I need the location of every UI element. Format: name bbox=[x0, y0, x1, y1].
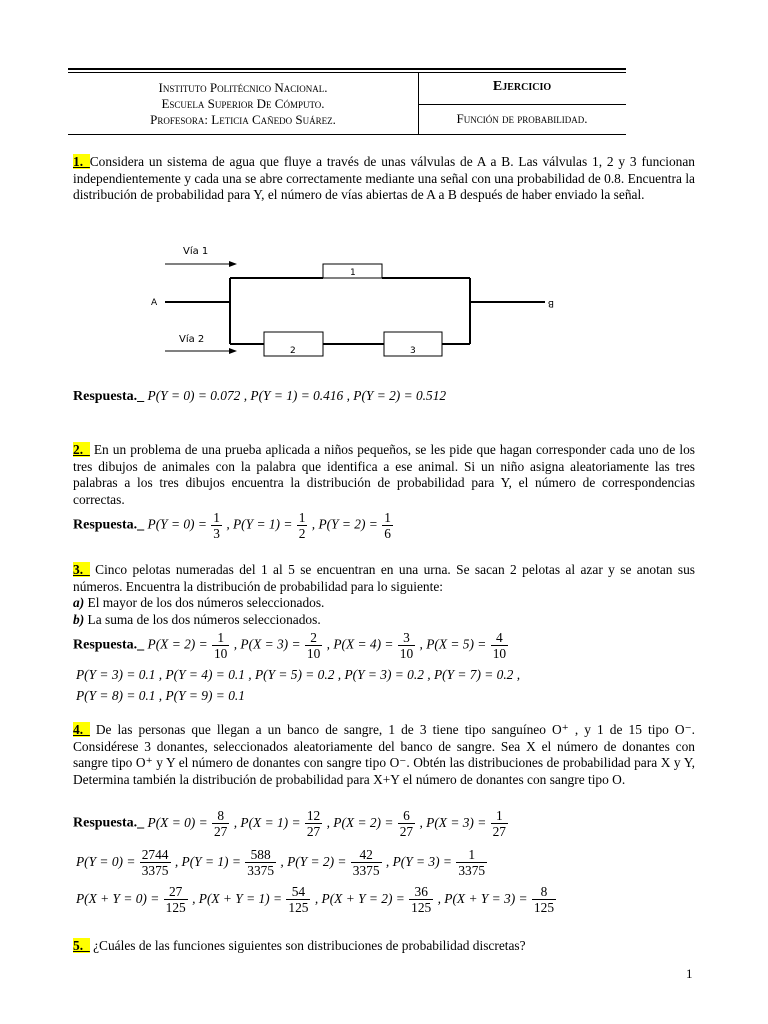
fraction: $\frac{3}{10}$ bbox=[399, 630, 414, 661]
valve-3-label: 3 bbox=[410, 346, 416, 356]
problem-4-text: De las personas que llegan a un banco de sangre, 1 de 3 tiene tipo sanguíneo O⁺ , y 1 de 15 tipo O⁻. Considérese 3 donantes, seleccionados aleatoriamente del banco de sangre. Sea X el número de donantes con sangre tipo O⁺ y Y el número de donantes con sangre tipo O⁻. Obtén las distribuciones de probabilidad para X y Y, Determina también la distribución de probabilidad para X+Y el número de donantes con sangre tipo O. bbox=[73, 722, 695, 787]
fraction: $\frac{6}{27}$ bbox=[399, 808, 414, 839]
answer-term: , P(X = 3) = bbox=[416, 814, 490, 830]
answer-term: , P(X = 4) = bbox=[326, 636, 394, 652]
fraction: $\frac{588}{3375}$ bbox=[247, 847, 275, 878]
diagram-b-label: B bbox=[547, 298, 554, 308]
answer-term: P(Y = 0) = bbox=[147, 516, 207, 532]
answer-term: , P(Y = 1) = bbox=[226, 516, 293, 532]
problem-2-text: En un problema de una prueba aplicada a niños pequeños, se les pide que hagan corresponder cada uno de los tres dibujos de animales con la palabra que identifica a ese animal. Si un niño asigna aleatoriamente las tres palabras a los tres dibujos encuentra la distribución de probabilidad para Y, el número de correspondencias correctas. bbox=[73, 442, 695, 507]
answer-term: P(X + Y = 0) = bbox=[76, 890, 163, 906]
fraction: $\frac{1}{3375}$ bbox=[458, 847, 486, 878]
problem-1-number: 1._ bbox=[73, 154, 90, 169]
header-rule-bottom bbox=[68, 134, 626, 135]
header-institution bbox=[68, 80, 418, 128]
fraction: $\frac{8}{125}$ bbox=[533, 884, 555, 915]
item-b-text: La suma de los dos números seleccionados. bbox=[87, 611, 321, 627]
problem-2 bbox=[73, 442, 695, 508]
answer-text: P(Y = 0) = 0.072 , P(Y = 1) = 0.416 , P(Y = 2) = 0.512 bbox=[147, 388, 447, 403]
valve-diagram bbox=[145, 238, 565, 363]
fraction: $\frac{27}{125}$ bbox=[165, 884, 186, 915]
answer-term: , P(X = 2) = bbox=[323, 814, 397, 830]
answer-term: , P(Y = 2) = bbox=[277, 853, 350, 869]
fraction: $\frac{1}{10}$ bbox=[213, 630, 228, 661]
answer-label: Respuesta._ bbox=[73, 517, 145, 533]
item-a-label: a) bbox=[73, 595, 85, 611]
fraction: $\frac{2}{10}$ bbox=[306, 630, 321, 661]
answer-label: Respuesta._ bbox=[73, 637, 145, 653]
answer-term: , P(X + Y = 3) = bbox=[434, 890, 531, 906]
answer-term: , P(Y = 2) = bbox=[311, 516, 378, 532]
professor-name: Profesora: Leticia Cañedo Suárez. bbox=[150, 112, 336, 127]
answer-term: , P(X = 3) = bbox=[233, 636, 301, 652]
problem-2-number: 2._ bbox=[73, 442, 90, 457]
diagram-via1-label: Vía 1 bbox=[183, 246, 209, 257]
diagram-via2-label: Vía 2 bbox=[179, 334, 205, 345]
header-right-divider bbox=[418, 104, 626, 105]
problem-3-number: 3._ bbox=[73, 562, 90, 577]
fraction: $\frac{1}{27}$ bbox=[492, 808, 506, 839]
institution-name: Instituto Politécnico Nacional. bbox=[158, 80, 328, 95]
fraction: $\frac{1}{3}$ bbox=[213, 510, 220, 541]
answer-term: , P(X = 5) = bbox=[419, 636, 487, 652]
fraction: $\frac{54}{125}$ bbox=[288, 884, 309, 915]
answer-label: Respuesta._ bbox=[73, 815, 145, 831]
problem-5-number: 5._ bbox=[73, 938, 90, 953]
answer-row bbox=[147, 808, 509, 839]
fraction: $\frac{1}{6}$ bbox=[384, 510, 391, 541]
fraction: $\frac{12}{27}$ bbox=[306, 808, 321, 839]
problem-1-answer bbox=[73, 388, 446, 405]
answer-term: , P(X + Y = 2) = bbox=[311, 890, 409, 906]
answer-term: , P(Y = 3) = bbox=[382, 853, 456, 869]
problem-3-answer-line3: P(Y = 8) = 0.1 , P(Y = 9) = 0.1 bbox=[76, 688, 245, 703]
answer-term: , P(X = 1) = bbox=[230, 814, 304, 830]
answer-term: P(Y = 0) = bbox=[76, 853, 139, 869]
problem-4-answer-row2 bbox=[76, 847, 488, 878]
fraction: $\frac{36}{125}$ bbox=[411, 884, 432, 915]
fraction: $\frac{42}{3375}$ bbox=[352, 847, 380, 878]
problem-1-text: Considera un sistema de agua que fluye a través de unas válvulas de A a B. Las válvulas 1, 2 y 3 funcionan independientemente y cada una se abre correctamente mediante una señal con una probabilidad de 0.8. Encuentra la distribución de probabilidad para Y, el número de vías abiertas de A a B después de haber enviado la señal. bbox=[73, 154, 695, 203]
problem-3-answer-line2: P(Y = 3) = 0.1 , P(Y = 4) = 0.1 , P(Y = 5) = 0.2 , P(Y = 3) = 0.2 , P(Y = 7) = 0.2 , bbox=[76, 667, 521, 682]
valve-1-label: 1 bbox=[350, 268, 356, 278]
school-name: Escuela Superior De Cómputo. bbox=[161, 96, 325, 111]
fraction: $\frac{2744}{3375}$ bbox=[141, 847, 169, 878]
problem-3-answer bbox=[73, 630, 509, 661]
valve-2-label: 2 bbox=[290, 346, 296, 356]
header-rule-top-thin bbox=[68, 72, 626, 73]
problem-3-text: Cinco pelotas numeradas del 1 al 5 se encuentran en una urna. Se sacan 2 pelotas al azar y se anotan sus números. Encuentra la distribución de probabilidad para lo siguiente: bbox=[73, 562, 695, 594]
answer-term: P(X = 0) = bbox=[147, 814, 211, 830]
fraction: $\frac{1}{2}$ bbox=[298, 510, 306, 541]
problem-4-answer-row3 bbox=[76, 884, 557, 915]
problem-3 bbox=[73, 562, 695, 628]
problem-2-answer bbox=[73, 510, 394, 541]
answer-term: P(X = 2) = bbox=[147, 636, 208, 652]
header-rule-top bbox=[68, 68, 626, 70]
problem-5-text: ¿Cuáles de las funciones siguientes son distribuciones de probabilidad discretas? bbox=[93, 938, 526, 953]
problem-5 bbox=[73, 938, 695, 955]
answer-label: Respuesta._ bbox=[73, 389, 145, 404]
fraction: $\frac{8}{27}$ bbox=[213, 808, 228, 839]
header-subtitle: Función de probabilidad. bbox=[456, 111, 588, 126]
item-a-text: El mayor de los dos números seleccionados. bbox=[87, 595, 325, 611]
problem-4-number: 4._ bbox=[73, 722, 90, 737]
header-title: Ejercicio bbox=[492, 79, 552, 94]
page-number: 1 bbox=[686, 966, 693, 981]
answer-term: , P(X + Y = 1) = bbox=[188, 890, 286, 906]
problem-1 bbox=[73, 154, 695, 204]
diagram-a-label: A bbox=[151, 298, 158, 308]
answer-term: , P(Y = 1) = bbox=[171, 853, 245, 869]
item-b-label: b) bbox=[73, 611, 85, 627]
problem-4 bbox=[73, 722, 695, 788]
fraction: $\frac{4}{10}$ bbox=[492, 630, 507, 661]
problem-4-answer-row1 bbox=[73, 808, 509, 839]
